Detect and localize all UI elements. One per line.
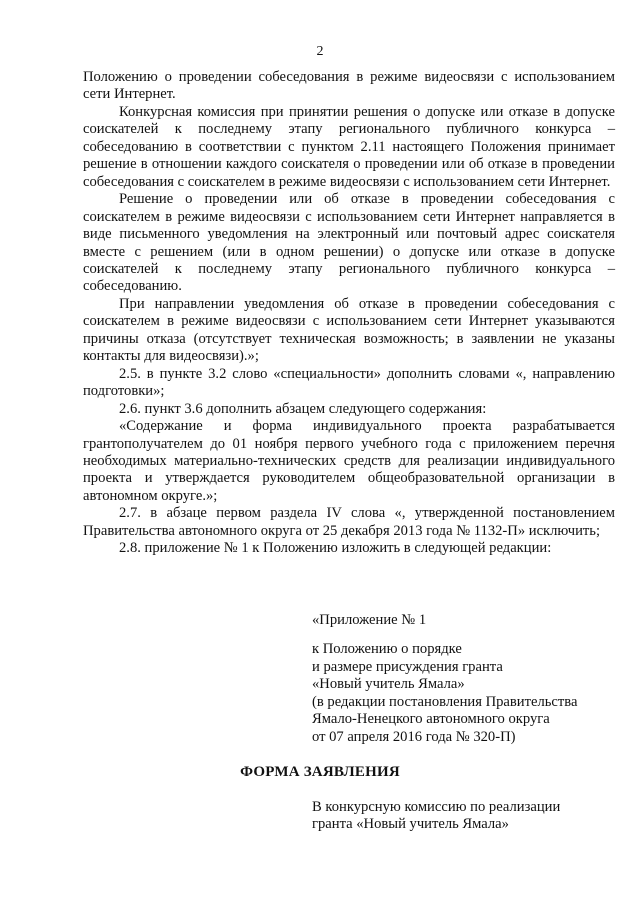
- appendix-line: к Положению о порядке: [312, 641, 462, 658]
- body-text: [83, 69, 615, 558]
- paragraph: «Содержание и форма индивидуального проекта разрабатывается грантополучателем до 01 ноября первого учебного года с приложением перечня необходимых материально-технических средств для реализации индивидуального проекта и утверждается руководителем общеобразовательной организации в автономном округе.»;: [83, 418, 615, 504]
- appendix-line: «Новый учитель Ямала»: [312, 676, 465, 693]
- paragraph: Решение о проведении или об отказе в проведении собеседования с соискателем в режиме видеосвязи с использованием сети Интернет направляется в виде письменного уведомления на электронный или почтовый адрес соискателя вместе с решением (или в одном решении) о допуске или отказе в допуске соискателей к последнему этапу регионального публичного конкурса – собеседованию.: [83, 191, 615, 295]
- appendix-line: от 07 апреля 2016 года № 320-П): [312, 728, 516, 745]
- appendix-line: и размере присуждения гранта: [312, 658, 503, 675]
- paragraph: При направлении уведомления об отказе в проведении собеседования с соискателем в режиме видеосвязи с использованием сети Интернет указываются причины отказа (отсутствует техническая возможность; в заявлении не указаны контакты для видеосвязи).»;: [83, 295, 615, 365]
- appendix-heading: [312, 612, 632, 746]
- addressee-line: гранта «Новый учитель Ямала»: [312, 816, 509, 833]
- appendix-line: Ямало-Ненецкого автономного округа: [312, 711, 550, 728]
- paragraph: 2.5. в пункте 3.2 слово «специальности» дополнить словами «, направлению подготовки»;: [83, 365, 615, 400]
- addressee-line: В конкурсную комиссию по реализации: [312, 799, 561, 815]
- form-title: ФОРМА ЗАЯВЛЕНИЯ: [240, 764, 400, 780]
- paragraph: Конкурсная комиссия при принятии решения о допуске или отказе в допуске соискателей к последнему этапу регионального публичного конкурса – собеседованию в соответствии с пунктом 2.11 настоящего Положения принимает решение в отношении каждого соискателя о проведении или об отказе в проведении собеседования с соискателем в режиме видеосвязи с использованием сети Интернет.: [83, 103, 615, 190]
- addressee-block: [312, 799, 632, 834]
- paragraph: Положению о проведении собеседования в режиме видеосвязи с использованием сети Интернет.: [83, 69, 615, 103]
- paragraph: 2.8. приложение № 1 к Положению изложить в следующей редакции:: [119, 540, 552, 557]
- page-number: 2: [316, 44, 324, 59]
- appendix-line: (в редакции постановления Правительства: [312, 693, 578, 710]
- paragraph: 2.6. пункт 3.6 дополнить абзацем следующего содержания:: [119, 400, 487, 417]
- appendix-title: «Приложение № 1: [312, 612, 427, 628]
- paragraph: 2.7. в абзаце первом раздела IV слова «, утвержденной постановлением Правительства автономного округа от 25 декабря 2013 года № 1132-П» исключить;: [83, 505, 615, 539]
